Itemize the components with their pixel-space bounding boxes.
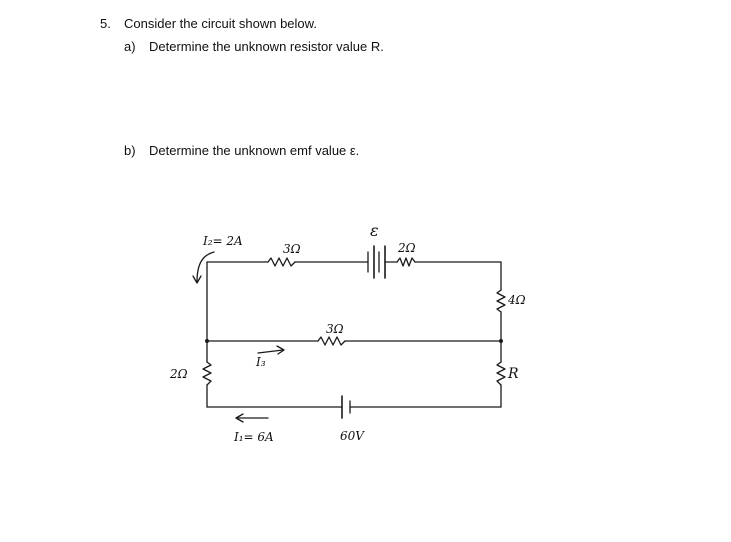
top-right-resistor-symbol xyxy=(397,258,415,266)
top-left-resistor-label: 3Ω xyxy=(283,242,301,256)
battery-symbol xyxy=(342,396,350,418)
middle-branch xyxy=(205,337,503,345)
right-upper-resistor-label: 4Ω xyxy=(508,293,526,307)
right-branch xyxy=(497,262,505,407)
battery-voltage-label: 60V xyxy=(340,429,364,443)
top-right-resistor-label: 2Ω xyxy=(398,241,416,255)
left-resistor-symbol xyxy=(203,362,211,385)
left-resistor-label: 2Ω xyxy=(170,367,188,381)
unknown-resistor-symbol xyxy=(497,362,505,385)
problem-statement: Consider the circuit shown below. xyxy=(124,16,317,31)
current-2-label: I₂= 2A xyxy=(203,234,243,248)
middle-resistor-symbol xyxy=(318,337,345,345)
current-1-label: I₁= 6A xyxy=(234,430,274,444)
top-branch xyxy=(207,246,501,278)
right-upper-resistor-symbol xyxy=(497,290,505,312)
part-b-label: b) xyxy=(124,143,136,158)
current-3-label: I₃ xyxy=(256,355,266,369)
middle-resistor-label: 3Ω xyxy=(326,322,344,336)
part-a-label: a) xyxy=(124,39,136,54)
emf-battery-symbol xyxy=(368,246,385,278)
emf-label: ε xyxy=(370,221,379,240)
left-branch xyxy=(203,262,211,407)
right-junction-dot xyxy=(499,339,503,343)
unknown-resistor-label: R xyxy=(508,366,519,382)
left-junction-dot xyxy=(205,339,209,343)
bottom-branch xyxy=(207,396,501,418)
problem-number: 5. xyxy=(100,16,111,31)
top-left-resistor-symbol xyxy=(268,258,295,266)
part-a-text: Determine the unknown resistor value R. xyxy=(149,39,384,54)
part-b-text: Determine the unknown emf value ε. xyxy=(149,143,360,158)
